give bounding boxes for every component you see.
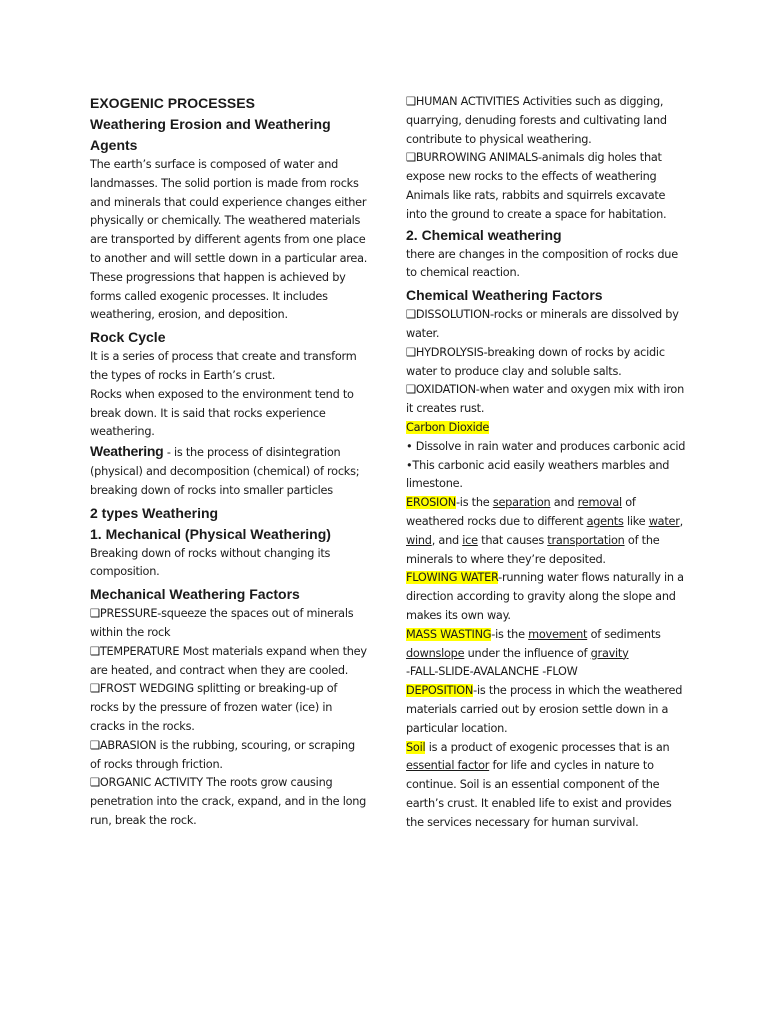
highlight-carbon-dioxide: Carbon Dioxide — [406, 420, 490, 434]
underlined-term: transportation — [547, 533, 625, 547]
underlined-term: movement — [528, 627, 588, 641]
rock-cycle-paragraph-2: Rocks when exposed to the environment tend to break down. It is said that rocks experience weathering. — [90, 387, 354, 439]
text-run: -is the — [491, 627, 529, 641]
burrowing-animals-item: ❑BURROWING ANIMALS-animals dig holes that expose new rocks to the effects of weathering Animals like rats, rabbits and squirrels excavate into the ground to create a space for habitation. — [406, 151, 667, 221]
text-run: of the minerals to where they’re deposited. — [406, 533, 660, 566]
rock-cycle-paragraph-1: It is a series of process that create and transform the types of rocks in Earth’s crust. — [90, 350, 357, 382]
erosion-definition — [406, 494, 688, 569]
underlined-term: agents — [586, 514, 624, 528]
underlined-term: essential factor — [406, 759, 490, 773]
carbon-dioxide-point-2: •This carbonic acid easily weathers marbles and limestone. — [406, 458, 670, 491]
list-item: ❑DISSOLUTION-rocks or minerals are dissolved by water. — [406, 308, 679, 340]
section-heading-weathering-agents: Weathering Erosion and Weathering Agents — [90, 116, 331, 153]
text-run: -is the process in which the weathered materials carried out by erosion settle down in a particular location. — [406, 684, 683, 735]
list-item: ❑FROST WEDGING splitting or breaking-up of rocks by the pressure of frozen water (ice) in cracks in the rocks. — [90, 682, 338, 733]
highlight-flowing-water: FLOWING WATER — [406, 571, 499, 585]
text-run: under the influence of — [464, 646, 591, 660]
carbon-dioxide-point-1: • Dissolve in rain water and produces carbonic acid — [406, 439, 686, 453]
text-run: and — [550, 496, 578, 510]
underlined-term: ice — [462, 533, 478, 547]
text-run: like — [623, 514, 649, 528]
highlight-mass-wasting: MASS WASTING — [406, 627, 492, 641]
list-item: ❑ORGANIC ACTIVITY The roots grow causing penetration into the crack, expand, and in the long run, break the rock. — [90, 776, 367, 827]
rock-cycle-heading: Rock Cycle — [90, 329, 166, 346]
human-activities-item: ❑HUMAN ACTIVITIES Activities such as digging, quarrying, denuding forests and cultivating land contribute to physical weathering. — [406, 95, 667, 146]
list-item: ❑PRESSURE-squeeze the spaces out of minerals within the rock — [90, 607, 354, 639]
weathering-term: Weathering — [90, 443, 164, 460]
text-run: of weathered rocks due to different — [406, 496, 636, 528]
underlined-term: separation — [492, 496, 551, 510]
list-item: ❑TEMPERATURE Most materials expand when they are heated, and contract when they are cooled. — [90, 644, 367, 677]
chemical-weathering-heading: 2. Chemical weathering — [406, 226, 562, 243]
mass-wasting-types: -FALL-SLIDE-AVALANCHE -FLOW — [406, 665, 578, 679]
text-run: of sediments — [587, 627, 661, 641]
right-column — [406, 93, 688, 832]
document-title: EXOGENIC PROCESSES — [90, 95, 255, 111]
text-run: , and — [431, 533, 463, 547]
text-run: for life and cycles in nature to continue. Soil is an essential component of the earth’s crust. It enabled life to exist and provides the services necessary for human survival. — [406, 759, 672, 829]
underlined-term: downslope — [406, 646, 465, 660]
text-run: -running water flows naturally in a direction according to gravity along the slope and makes its own way. — [406, 571, 684, 622]
underlined-term: water — [648, 514, 680, 528]
weathering-definition-text: - is the process of disintegration (physical) and decomposition (chemical) of rocks; breaking down of rocks into smaller particles — [90, 446, 360, 497]
text-run: that causes — [477, 533, 548, 547]
types-heading: 2 types Weathering — [90, 504, 219, 521]
text-run: -is the — [455, 496, 493, 510]
list-item: ❑HYDROLYSIS-breaking down of rocks by acidic water to produce clay and soluble salts. — [406, 345, 665, 378]
mass-wasting-definition — [406, 626, 688, 664]
list-item: ❑OXIDATION-when water and oxygen mix with iron it creates rust. — [406, 383, 684, 416]
mechanical-heading: 1. Mechanical (Physical Weathering) — [90, 525, 331, 542]
text-run: is a product of exogenic processes that is an — [425, 740, 670, 754]
list-item: ❑ABRASION is the rubbing, scouring, or scraping of rocks through friction. — [90, 738, 355, 771]
mechanical-definition: Breaking down of rocks without changing its composition. — [90, 546, 331, 579]
highlight-erosion: EROSION — [406, 496, 456, 510]
chemical-weathering-definition: there are changes in the composition of rocks due to chemical reaction. — [406, 247, 678, 280]
left-column — [90, 93, 368, 831]
weathering-definition — [90, 442, 368, 500]
flowing-water-definition — [406, 569, 688, 625]
soil-definition — [406, 739, 688, 833]
mechanical-factors-heading: Mechanical Weathering Factors — [90, 586, 300, 603]
intro-paragraph: The earth’s surface is composed of water and landmasses. The solid portion is made from rocks and minerals that could experience changes either physically or chemically. The weathered materials are transported by different agents from one place to another and will settle down in a particular area. These progressions that happen is achieved by forms called exogenic processes. It includes weathering, erosion, and deposition. — [90, 158, 368, 322]
deposition-definition — [406, 682, 688, 738]
carbon-dioxide-label — [406, 419, 688, 438]
highlight-soil: Soil — [406, 740, 426, 754]
underlined-term: wind — [406, 533, 432, 547]
underlined-term: removal — [577, 496, 622, 510]
chemical-factors-heading: Chemical Weathering Factors — [406, 287, 603, 304]
underlined-term: gravity — [590, 646, 629, 660]
text-run: , — [679, 514, 683, 528]
highlight-deposition: DEPOSITION — [406, 684, 474, 698]
